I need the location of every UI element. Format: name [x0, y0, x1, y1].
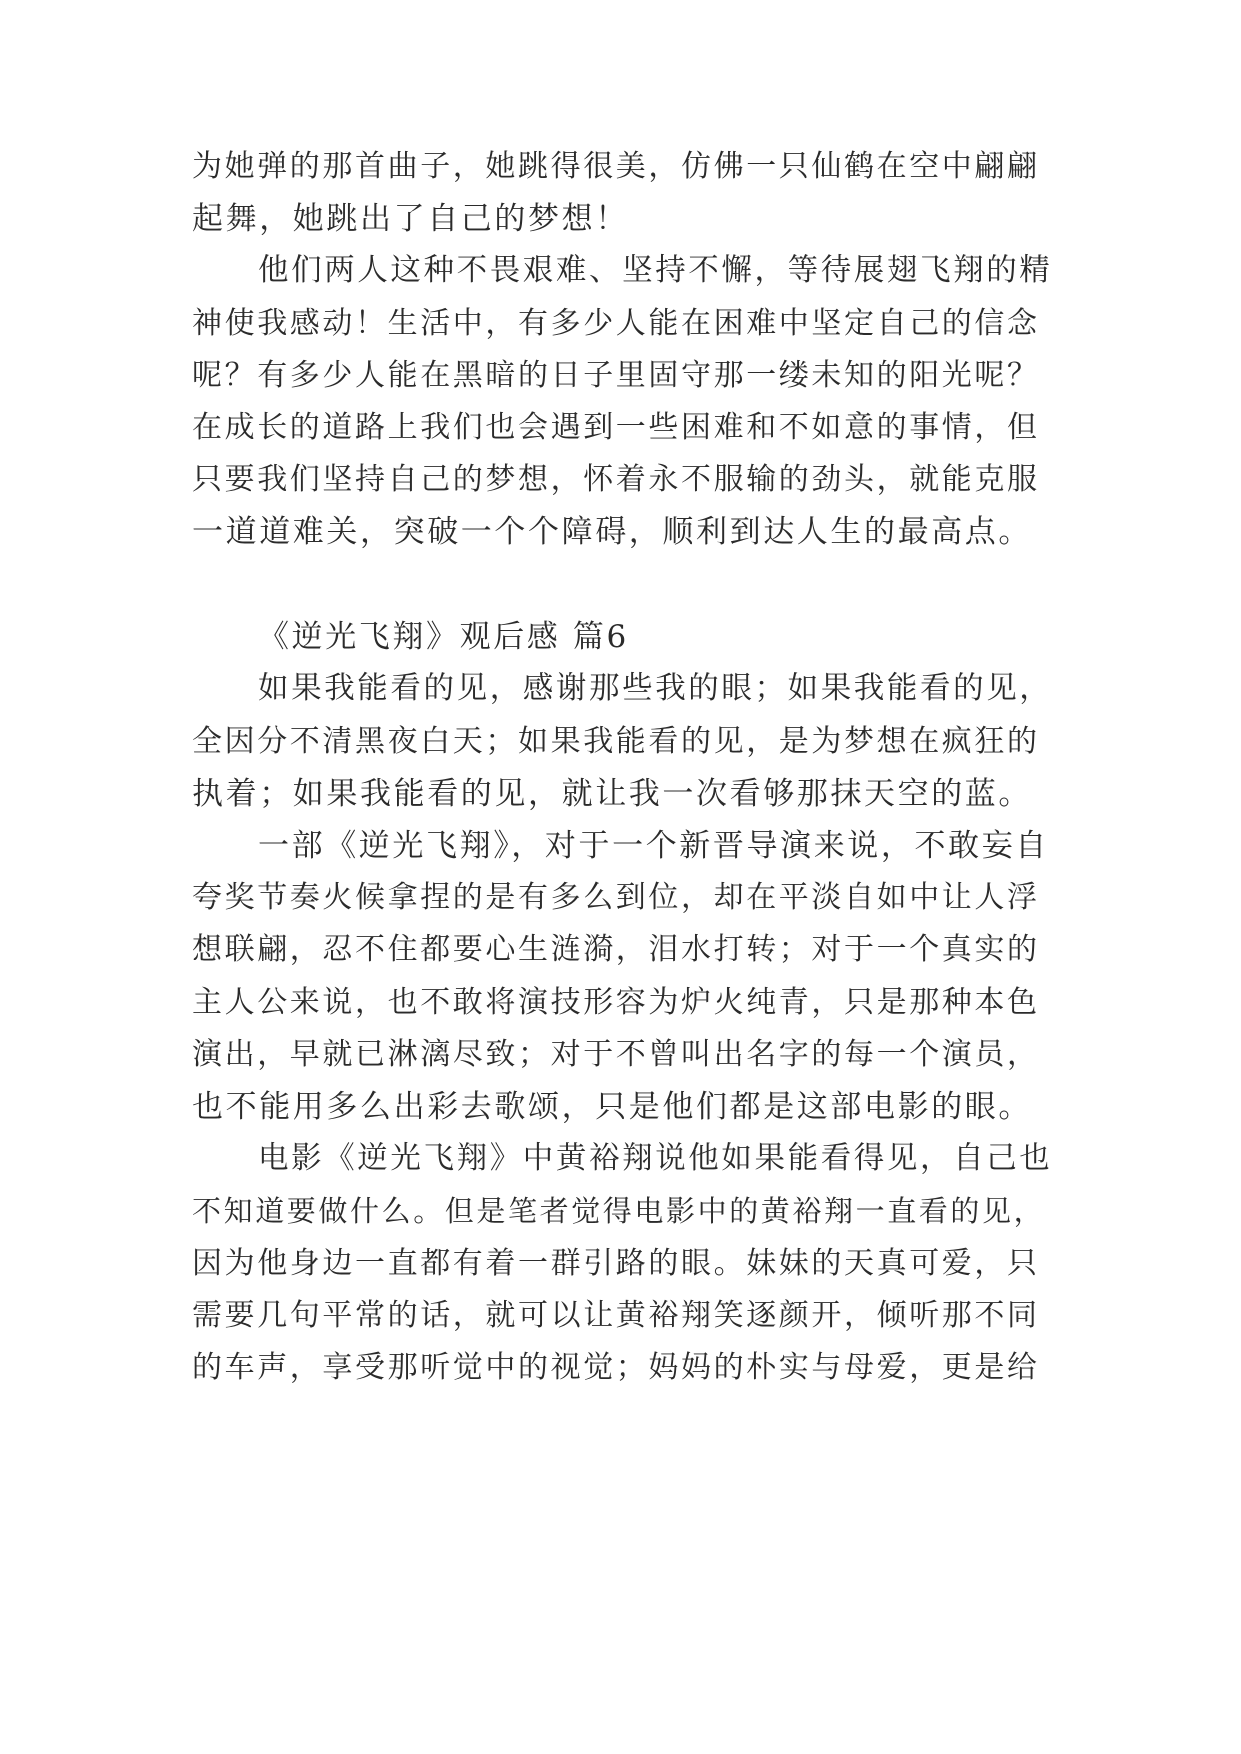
text-line: 只要我们坚持自己的梦想，怀着永不服输的劲头，就能克服	[192, 462, 1040, 497]
text-line: 全因分不清黑夜白天；如果我能看的见，是为梦想在疯狂的	[192, 724, 1040, 759]
text-line: 起舞，她跳出了自己的梦想！	[192, 201, 629, 237]
paragraph-first-line: 一部《逆光飞翔》，对于一个新晋导演来说，不敢妄自	[258, 828, 1049, 864]
paragraph-first-line: 电影《逆光飞翔》中黄裕翔说他如果能看得见，自己也	[258, 1141, 1053, 1176]
text-line: 执着；如果我能看的见，就让我一次看够那抹天空的蓝。	[192, 776, 1032, 812]
text-line: 主人公来说，也不敢将演技形容为炉火纯青，只是那种本色	[192, 985, 1040, 1020]
text-line: 一道道难关，突破一个个障碍，顺利到达人生的最高点。	[192, 514, 1032, 550]
text-line: 因为他身边一直都有着一群引路的眼。妹妹的天真可爱，只	[192, 1246, 1040, 1281]
text-line: 的车声，享受那听觉中的视觉；妈妈的朴实与母爱，更是给	[192, 1350, 1040, 1385]
text-line: 演出，早就已淋漓尽致；对于不曾叫出名字的每一个演员，	[192, 1037, 1040, 1072]
text-line: 夸奖节奏火候拿捏的是有多么到位，却在平淡自如中让人浮	[192, 880, 1040, 915]
paragraph-first-line: 如果我能看的见，感谢那些我的眼；如果我能看的见，	[258, 671, 1053, 706]
text-line: 不知道要做什么。但是笔者觉得电影中的黄裕翔一直看的见，	[192, 1194, 1046, 1228]
text-line: 需要几句平常的话，就可以让黄裕翔笑逐颜开，倾听那不同	[192, 1298, 1040, 1333]
text-line: 神使我感动！生活中，有多少人能在困难中坚定自己的信念	[192, 306, 1040, 341]
text-line: 呢？有多少人能在黑暗的日子里固守那一缕未知的阳光呢？	[192, 358, 1040, 393]
section-heading: 《逆光飞翔》观后感 篇6	[258, 619, 629, 655]
text-line: 为她弹的那首曲子，她跳得很美，仿佛一只仙鹤在空中翩翩	[192, 149, 1040, 184]
text-line: 在成长的道路上我们也会遇到一些困难和不如意的事情，但	[192, 410, 1040, 445]
text-line: 想联翩，忍不住都要心生涟漪，泪水打转；对于一个真实的	[192, 932, 1040, 967]
paragraph-first-line: 他们两人这种不畏艰难、坚持不懈，等待展翅飞翔的精	[258, 253, 1053, 288]
text-line: 也不能用多么出彩去歌颂，只是他们都是这部电影的眼。	[192, 1089, 1032, 1125]
